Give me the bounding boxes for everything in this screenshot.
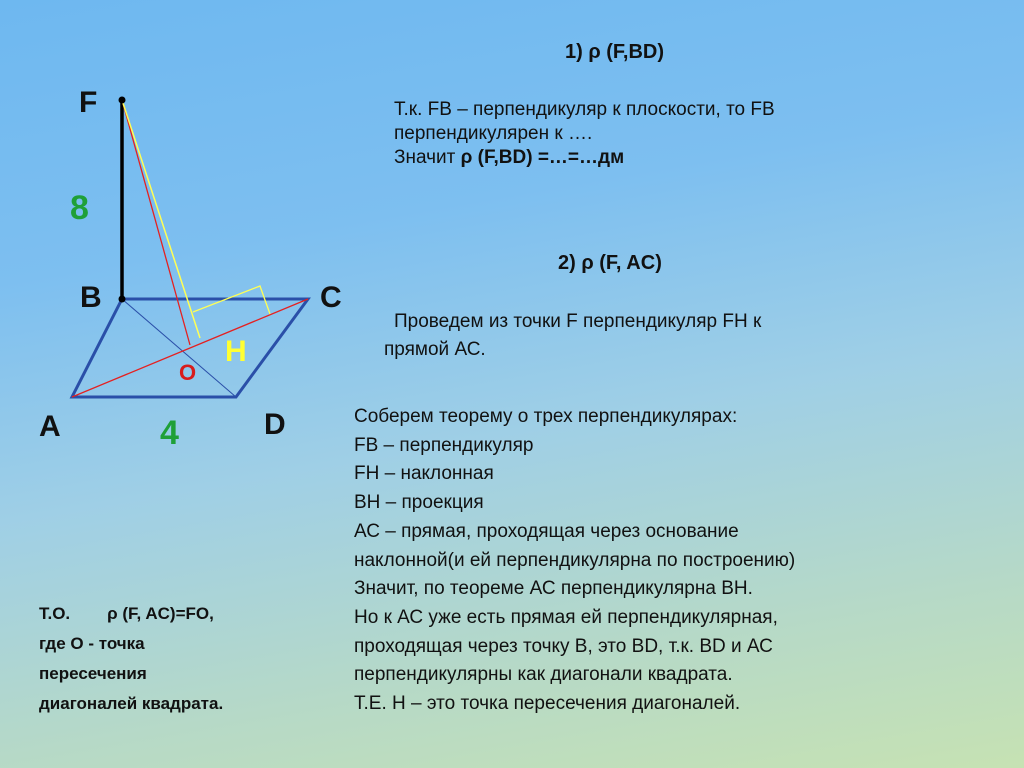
length-fb: 8 <box>70 189 89 227</box>
section1-line3 <box>394 146 775 170</box>
section2-text <box>384 308 761 364</box>
section1-line3-formula: ρ (F,BD) =…=…дм <box>460 147 625 168</box>
segment-fh <box>122 100 200 338</box>
label-f: F <box>79 86 98 119</box>
label-d: D <box>264 408 286 441</box>
conclusion-line3: пересечения <box>39 664 147 683</box>
section2-line2: прямой АС. <box>384 339 486 360</box>
section2-line1: Проведем из точки F перпендикуляр FH к <box>394 311 762 332</box>
theorem-line: Соберем теорему о трех перпендикулярах: <box>354 406 738 427</box>
section2-title: 2) ρ (F, AC) <box>558 252 662 274</box>
theorem-line: Значит, по теореме АС перпендикулярна ВН. <box>354 578 753 600</box>
length-ad: 4 <box>160 414 179 452</box>
section1-line3-prefix: Значит <box>394 147 461 168</box>
theorem-line: проходящая через точку В, это BD, т.к. BD и АС <box>354 635 773 657</box>
theorem-line: перпендикулярны как диагонали квадрата. <box>354 664 733 686</box>
label-o: O <box>179 360 197 385</box>
conclusion-formula: ρ (F, AC)=FO, <box>107 604 214 623</box>
point-f-dot <box>119 97 126 104</box>
conclusion-block <box>39 599 223 719</box>
theorem-block <box>354 403 795 719</box>
conclusion-to: Т.О. <box>39 604 71 623</box>
point-b-dot <box>119 296 126 303</box>
section1-title: 1) ρ (F,BD) <box>565 41 665 63</box>
section1-line1: Т.к. FB – перпендикуляр к плоскости, то FB <box>394 99 775 120</box>
theorem-line: Но к АС уже есть прямая ей перпендикулярная, <box>354 606 778 628</box>
label-a: A <box>39 410 61 443</box>
label-h: H <box>225 335 247 368</box>
label-b: B <box>80 281 102 314</box>
theorem-line: АС – прямая, проходящая через основание <box>354 520 739 542</box>
section1-line2: перпендикулярен к …. <box>394 123 593 144</box>
theorem-line: Т.Е. Н – это точка пересечения диагоналей. <box>354 693 741 715</box>
conclusion-line1 <box>39 599 223 629</box>
theorem-line: FH – наклонная <box>354 463 494 485</box>
section1-text <box>394 98 775 170</box>
theorem-line: BH – проекция <box>354 492 484 514</box>
conclusion-line2: где О - точка <box>39 634 145 653</box>
theorem-line: FB – перпендикуляр <box>354 434 534 456</box>
label-c: C <box>320 281 342 314</box>
conclusion-line4: диагоналей квадрата. <box>39 694 224 713</box>
theorem-line: наклонной(и ей перпендикулярна по построению) <box>354 549 796 571</box>
